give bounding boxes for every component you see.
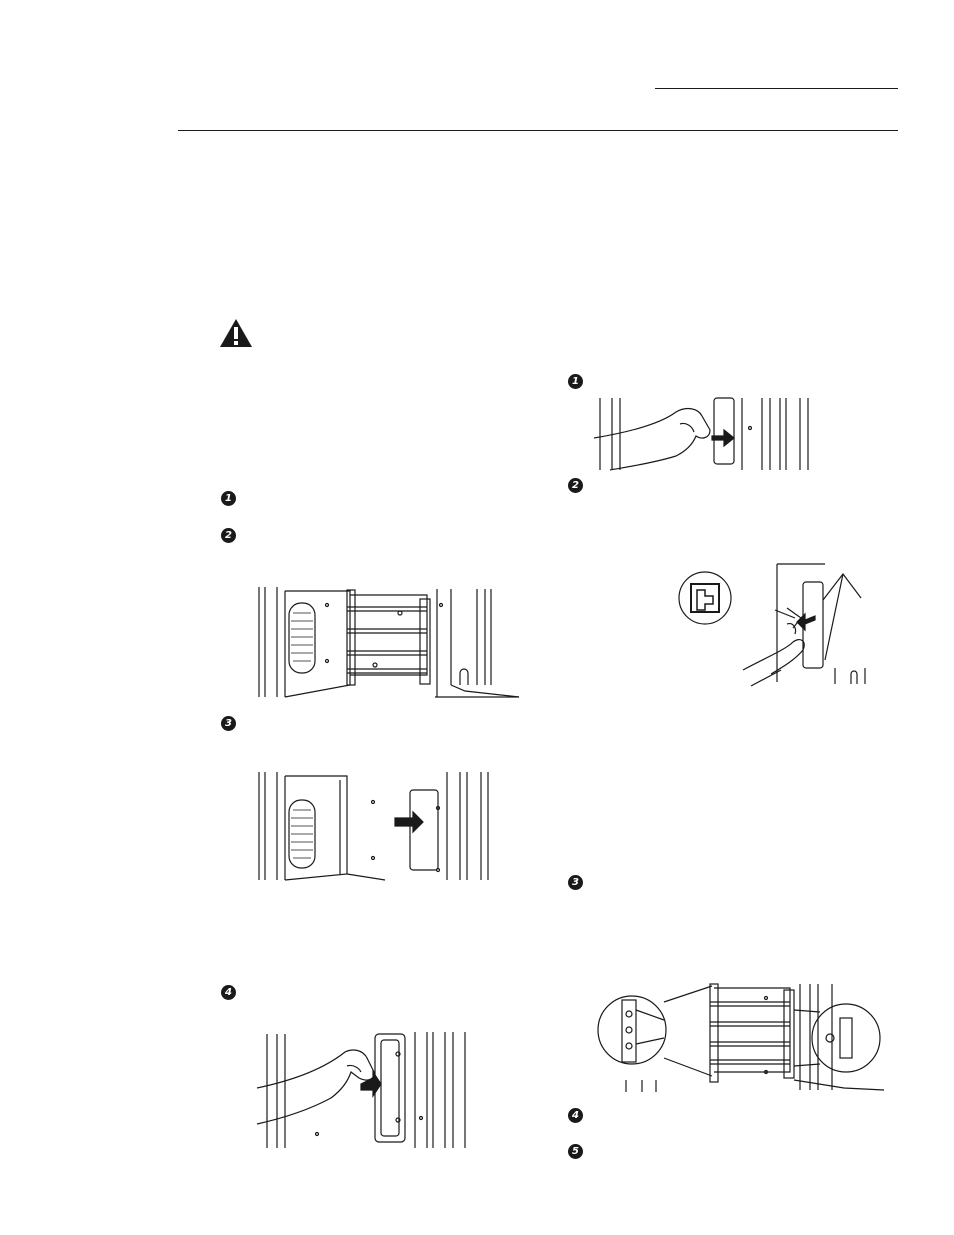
header-long-rule [178,130,898,131]
right-step-2: 2 [568,478,583,493]
figure-rack-magnified [594,980,886,1092]
header-short-rule [655,88,898,89]
right-step-3: 3 [568,875,583,890]
right-step-5: 5 [568,1144,583,1159]
figure-rack-supports [255,585,520,700]
figure-panel-detail [675,560,885,688]
left-step-2: 2 [221,528,236,543]
figure-hand-pull-out [590,394,812,474]
left-step-1: 1 [221,491,236,506]
left-step-3: 3 [221,716,236,731]
left-step-4: 4 [221,985,236,1000]
right-step-4: 4 [568,1108,583,1123]
figure-hand-install-panel [255,1028,475,1150]
warning-triangle-icon [219,318,253,353]
right-step-1: 1 [568,374,583,389]
figure-remove-panel [255,770,490,883]
